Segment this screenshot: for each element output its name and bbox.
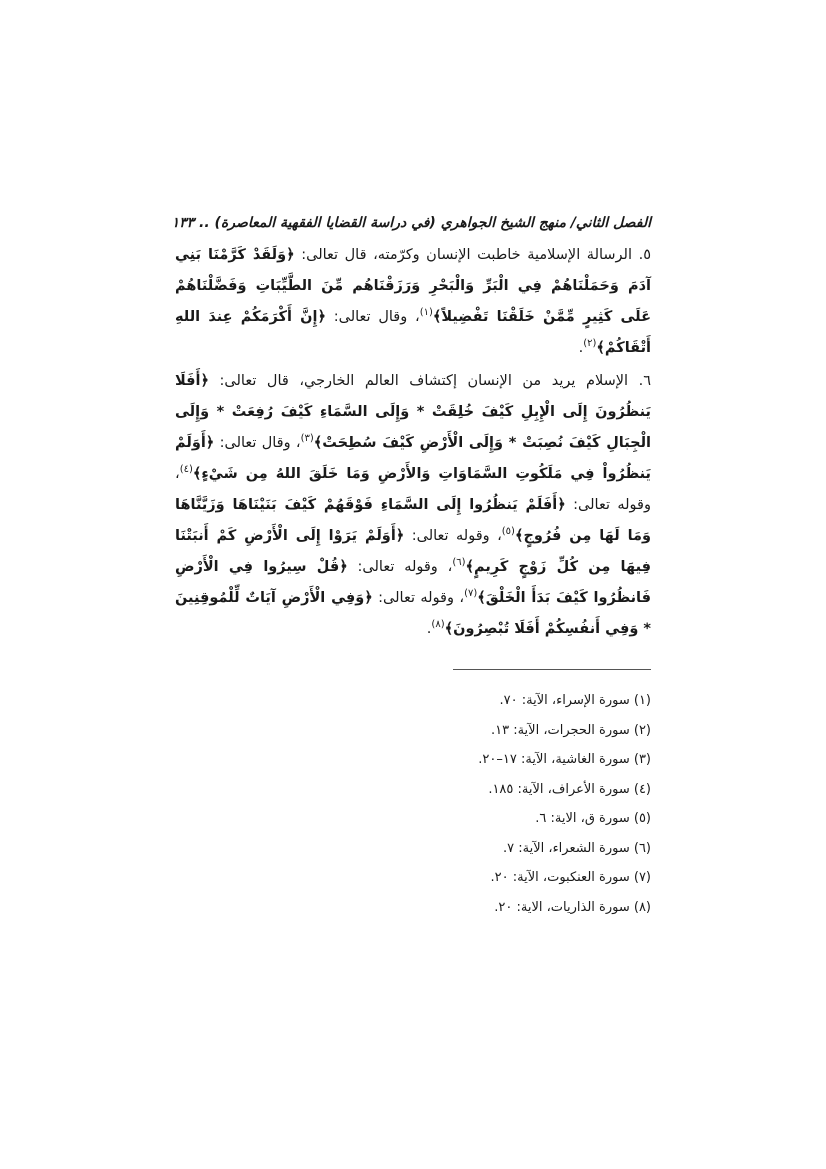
footnote-item: (١) سورة الإسراء، الآية: ٧٠. [499,693,651,708]
paragraph-6-lead: ٦. الإسلام يريد من الإنسان إكتشاف العالم الخارجي، قال تعالى: [208,373,651,389]
footnote-ref-8: (٨) [431,619,445,631]
connector-text: ، وقال تعالى: [214,435,301,451]
quran-verse-7: ﴿قُلْ سِيرُوا فِي الْأَرْضِ فَانظُرُوا كَيْفَ بَدَأَ الْخَلْقَ﴾ [175,559,651,606]
footnote-item: (٤) سورة الأعراف، الآية: ١٨٥. [488,781,651,797]
connector-text: ، وقوله تعالى: [175,466,651,513]
paragraph-5 [175,240,651,364]
footnotes-list [175,686,651,922]
quran-verse-6: ﴿أَوَلَمْ يَرَوْا إِلَى الْأَرْضِ كَمْ أَنبَتْنَا فِيهَا مِن كُلِّ زَوْجٍ كَرِيمٍ﴾ [175,528,651,575]
footnote-ref-7: (٧) [464,588,478,600]
quran-verse-1: ﴿وَلَقَدْ كَرَّمْنَا بَنِي آدَمَ وَحَمَلْنَاهُمْ فِي الْبَرِّ وَالْبَحْرِ وَرَزَقْنَاهُم مِّنَ الطَّيِّبَاتِ وَفَضَّلْنَاهُمْ عَلَى كَثِيرٍ مِّمَّنْ خَلَقْنَا تَفْضِيلاً﴾ [175,247,651,325]
footnote-ref-4: (٤) [179,464,193,476]
connector-text: ، وقوله تعالى: [404,528,502,544]
connector-text: ، وقوله تعالى: [347,559,453,575]
quran-verse-8: ﴿وَفِي الْأَرْضِ آيَاتٌ لِّلْمُوقِنِينَ * وَفِي أَنفُسِكُمْ أَفَلَا تُبْصِرُونَ﴾ [175,590,651,637]
footnote-ref-3: (٣) [300,433,314,445]
paragraph-end: . [426,621,432,637]
footnote-item: (٧) سورة العنكبوت، الآية: ٢٠. [490,870,651,885]
footnote-separator [453,669,651,670]
footnote-item: (٢) سورة الحجرات، الآية: ١٣. [490,722,651,738]
footnote-item: (٣) سورة الغاشية، الآية: ١٧–٢٠. [478,752,651,767]
quran-verse-5: ﴿أَفَلَمْ يَنظُرُوا إِلَى السَّمَاءِ فَوْقَهُمْ كَيْفَ بَنَيْنَاهَا وَزَيَّنَّاهَا وَمَا لَهَا مِن فُرُوجٍ﴾ [175,497,651,544]
connector-text: ، وقال تعالى: [325,309,420,325]
footnote-ref-5: (٥) [501,526,515,538]
footnote-item: (٥) سورة ق، الاية: ٦. [535,811,651,826]
quran-verse-3: ﴿أَفَلَا يَنظُرُونَ إِلَى الْإِبِلِ كَيْفَ خُلِقَتْ * وَإِلَى السَّمَاءِ كَيْفَ رُفِعَتْ * وَإِلَى الْجِبَالِ كَيْفَ نُصِبَتْ * وَإِلَى الْأَرْضِ كَيْفَ سُطِحَتْ﴾ [175,373,651,451]
footnote-item: (٨) سورة الذاريات، الاية: ٢٠. [494,899,651,915]
quran-verse-4: ﴿أَوَلَمْ يَنظُرُواْ فِي مَلَكُوتِ السَّمَاوَاتِ وَالأَرْضِ وَمَا خَلَقَ اللهُ مِن شَيْءٍ﴾ [175,435,651,482]
footnote-ref-6: (٦) [452,557,466,569]
quran-verse-2: ﴿إِنَّ أَكْرَمَكُمْ عِندَ اللهِ أَتْقَاكُمْ﴾ [175,309,651,356]
footnote-ref-2: (٢) [583,338,597,350]
paragraph-end: . [578,340,584,356]
running-header: الفصل الثاني/ منهج الشيخ الجواهري (في دراسة القضايا الفقهية المعاصرة) .. ١٣٣ [171,215,651,231]
paragraph-6 [175,366,651,645]
footnote-ref-1: (١) [419,307,433,319]
paragraph-5-lead: ٥. الرسالة الإسلامية خاطبت الإنسان وكرّمته، قال تعالى: [294,247,651,263]
connector-text: ، وقوله تعالى: [372,590,465,606]
book-page [171,212,651,922]
footnote-item: (٦) سورة الشعراء، الآية: ٧. [502,840,651,856]
